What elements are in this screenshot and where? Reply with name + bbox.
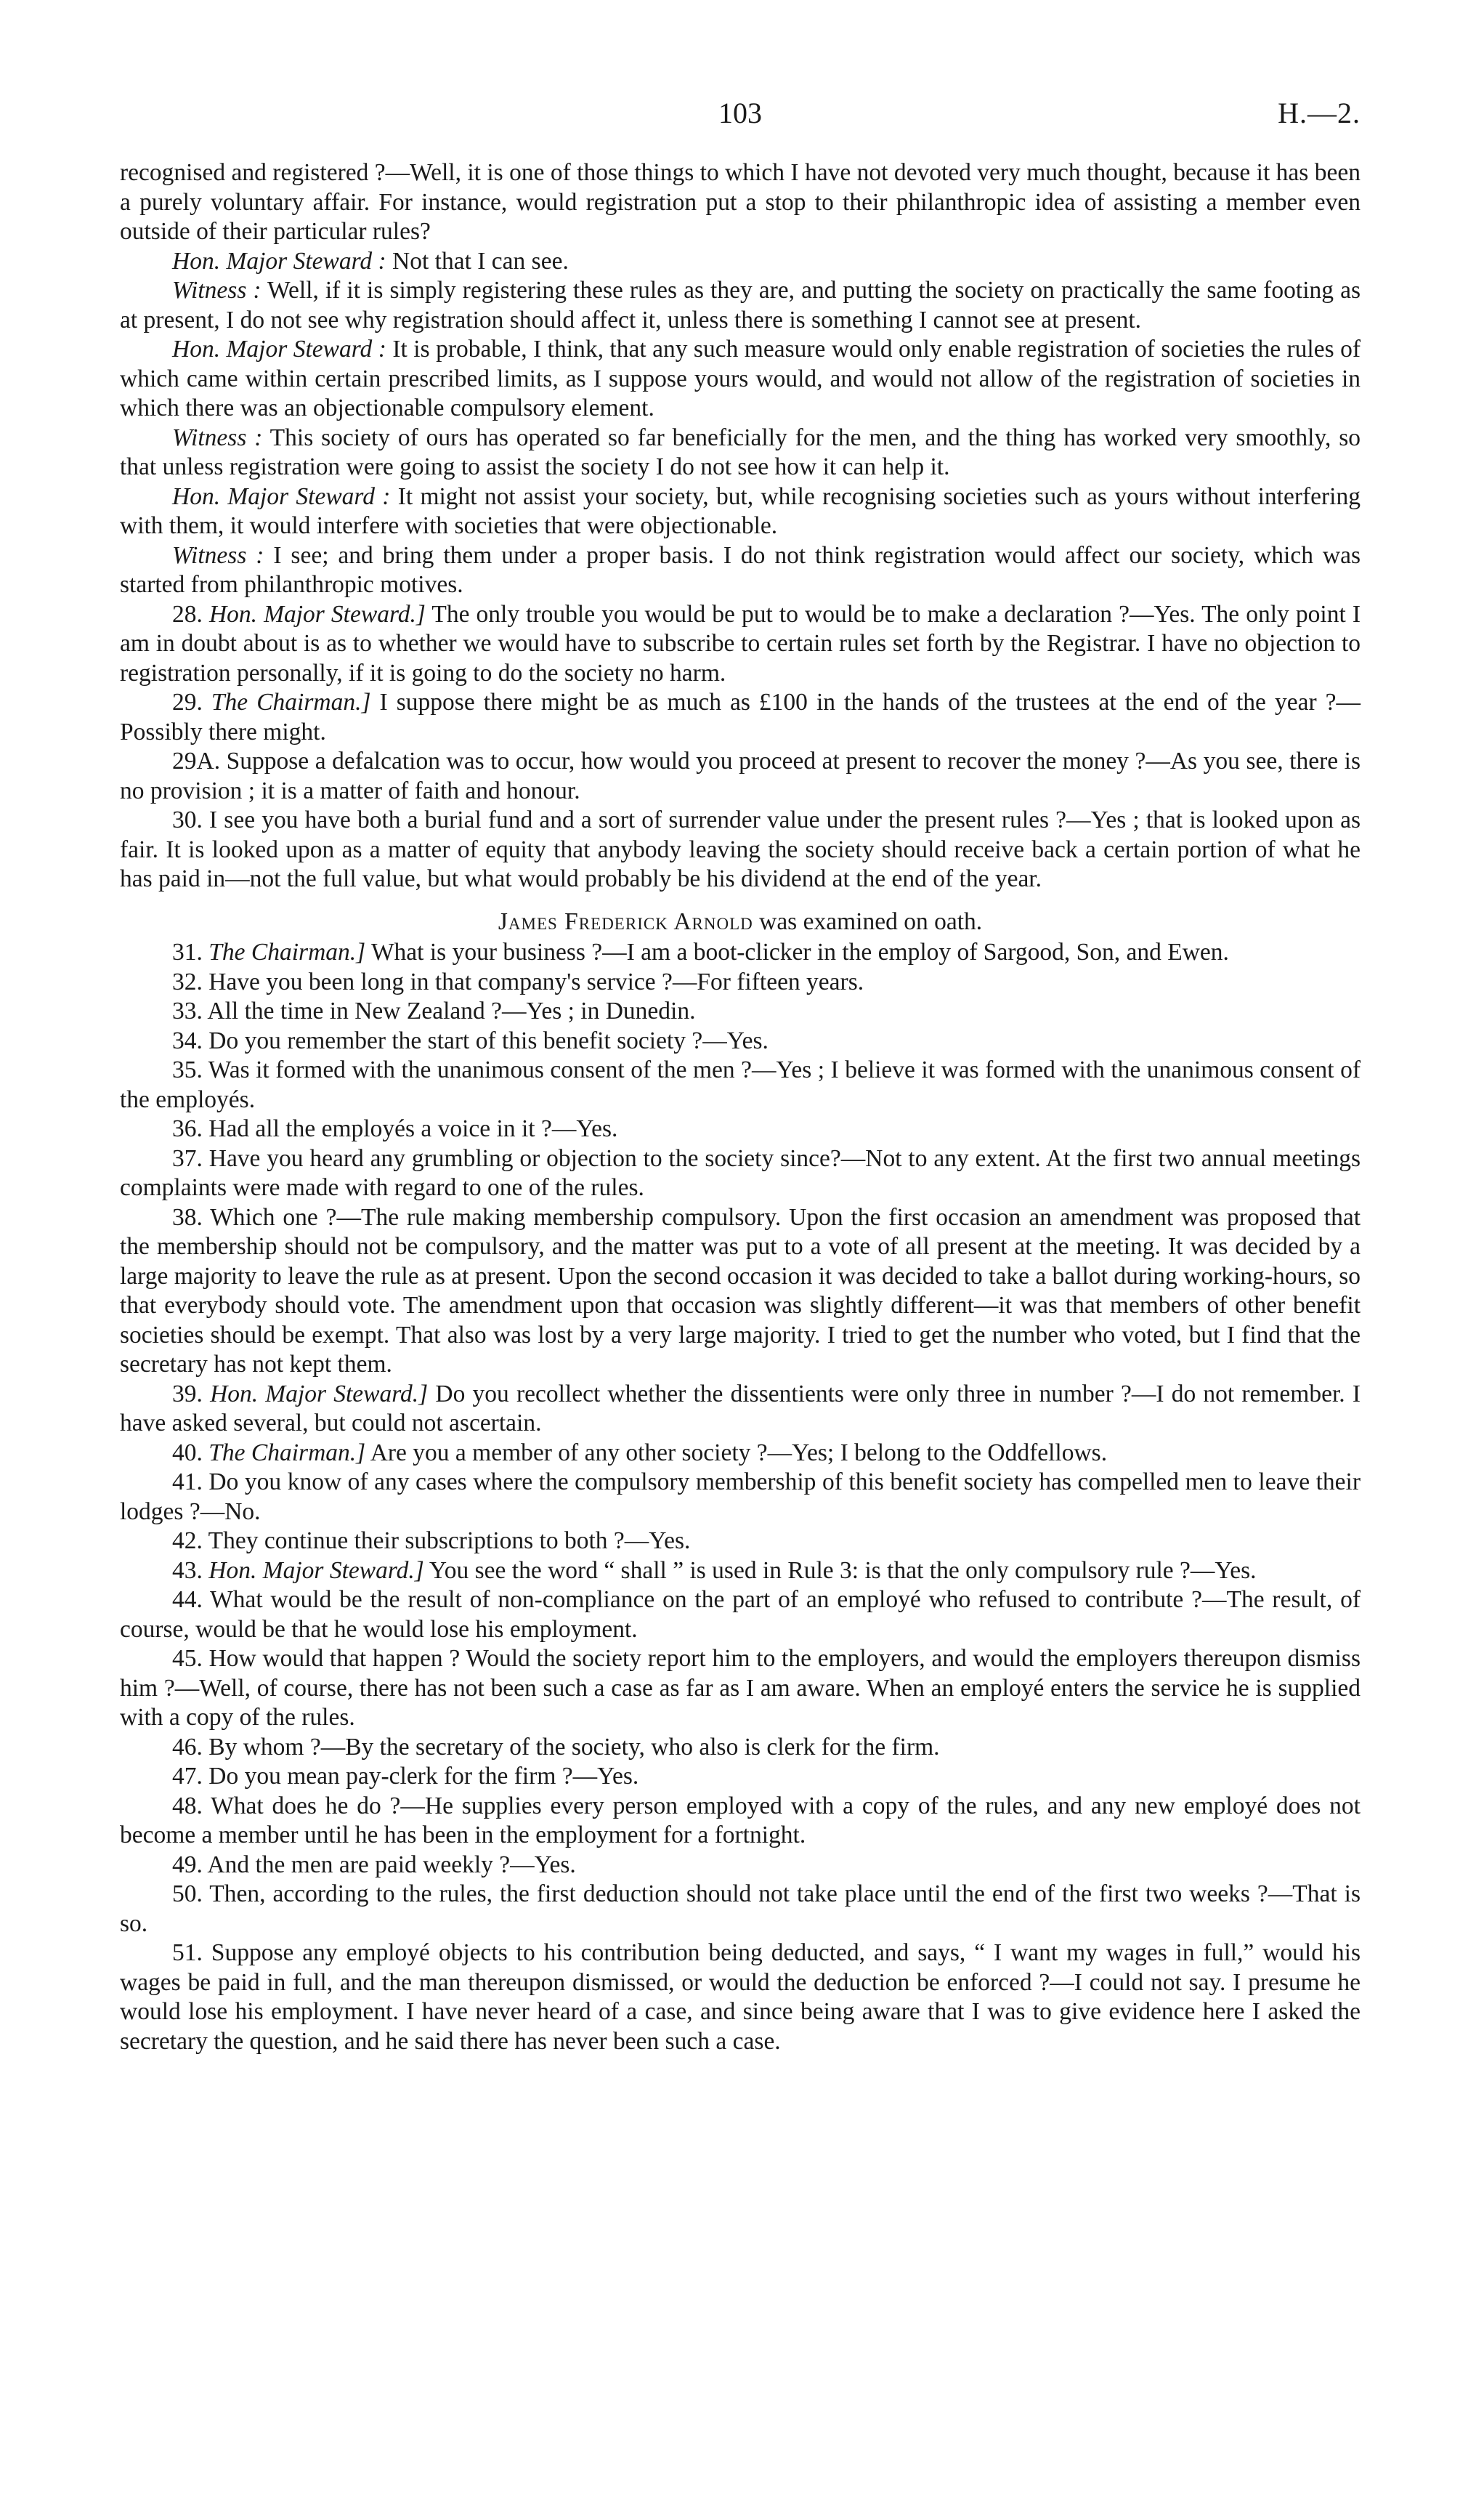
question-text: All the time in New Zealand ?—Yes ; in Dunedin.: [207, 998, 696, 1024]
question-number: 32.: [172, 968, 203, 995]
question-text: They continue their subscriptions to both ?—Yes.: [208, 1527, 691, 1554]
question-number: 43.: [172, 1556, 203, 1584]
dialogue-paragraph: [120, 276, 1361, 335]
question-number: 41.: [172, 1468, 203, 1495]
speaker: Hon. Major Steward :: [172, 336, 386, 363]
question-text: Do you mean pay-clerk for the firm ?—Yes.: [208, 1763, 639, 1790]
question-paragraph: [120, 1468, 1361, 1527]
question-paragraph: [120, 1585, 1361, 1644]
speaker: Hon. Major Steward :: [172, 247, 386, 275]
question-paragraph: [120, 968, 1361, 998]
question-text: You see the word “ shall ” is used in Rule 3: is that the only compulsory rule ?—Yes.: [423, 1556, 1257, 1584]
question-paragraph: [120, 1380, 1361, 1439]
questions-section-b: [120, 938, 1361, 2056]
question-number: 31.: [172, 939, 203, 966]
statement: I see; and bring them under a proper basis. I do not think registration would affect our society, which was started from philanthropic motives.: [120, 541, 1361, 598]
question-number: 39.: [172, 1380, 203, 1407]
question-number: 40.: [172, 1439, 203, 1466]
dialogue-paragraph: [120, 482, 1361, 541]
questions-section-a: [120, 600, 1361, 894]
opening-paragraph: recognised and registered ?—Well, it is one of those things to which I have not devoted very much thought, because it has been a purely voluntary affair. For instance, would registration put a stop to their philanthropic idea of assisting a member even outside of their particular rules?: [120, 159, 1361, 245]
question-paragraph: [120, 1851, 1361, 1880]
question-number: 49.: [172, 1851, 203, 1878]
question-number: 34.: [172, 1027, 203, 1054]
speaker: Hon. Major Steward.]: [208, 1556, 424, 1584]
question-text: Which one ?—The rule making membership compulsory. Upon the first occasion an amendment was proposed that the membership should not be compulsory, and the matter was put to a vote of all present at the meeting. It was decided by a large majority to leave the rule as at present. Upon the second occasion it was decided to take a ballot during working-hours, so that everybody should vote. The amendment upon that occasion was slightly different—it was that members of other benefit societies should be exempt. That also was lost by a very large majority. I tried to get the number who voted, but I find that the secretary has not kept them.: [120, 1203, 1361, 1378]
question-number: 42.: [172, 1527, 203, 1554]
question-paragraph: [120, 1762, 1361, 1792]
question-number: 37.: [172, 1144, 203, 1172]
question-text: Have you been long in that company's service ?—For fifteen years.: [208, 968, 864, 995]
question-paragraph: [120, 1792, 1361, 1851]
dialogue-paragraph: [120, 541, 1361, 600]
speaker: Hon. Major Steward.]: [208, 600, 426, 628]
question-text: Then, according to the rules, the first deduction should not take place until the end of the first two weeks ?—That is so.: [120, 1880, 1361, 1937]
question-paragraph: [120, 1644, 1361, 1733]
question-paragraph: [120, 806, 1361, 894]
question-number: 29A.: [172, 748, 221, 775]
statement: It might not assist your society, but, while recognising societies such as yours without interfering with them, it would interfere with societies that were objectionable.: [120, 482, 1361, 539]
question-paragraph: [120, 688, 1361, 747]
question-text: Do you remember the start of this benefit society ?—Yes.: [208, 1027, 769, 1054]
question-number: 50.: [172, 1880, 203, 1907]
question-text: What does he do ?—He supplies every person employed with a copy of the rules, and any new employé does not become a member until he has been in the employment for a fortnight.: [120, 1792, 1361, 1848]
dialogue-section: [120, 247, 1361, 600]
speaker: Witness :: [172, 277, 261, 304]
question-text: Are you a member of any other society ?—Yes; I belong to the Oddfellows.: [365, 1439, 1108, 1466]
statement: It is probable, I think, that any such measure would only enable registration of societies the rules of which came within certain prescribed limits, as I suppose yours would, and would not allow of the registration of societies in which there was an objectionable compulsory element.: [120, 336, 1361, 421]
speaker: The Chairman.]: [208, 1439, 366, 1466]
question-number: 47.: [172, 1763, 203, 1790]
question-text: And the men are paid weekly ?—Yes.: [207, 1851, 576, 1878]
question-text: I suppose there might be as much as £100 in the hands of the trustees at the end of the year ?—Possibly there might.: [120, 689, 1361, 745]
question-paragraph: [120, 1115, 1361, 1144]
speaker: Hon. Major Steward :: [172, 482, 391, 510]
question-text: By whom ?—By the secretary of the society, who also is clerk for the firm.: [208, 1733, 940, 1761]
question-paragraph: [120, 1203, 1361, 1380]
speaker: Witness :: [172, 424, 263, 451]
question-paragraph: [120, 1880, 1361, 1939]
speaker: Witness :: [172, 541, 264, 569]
question-paragraph: [120, 938, 1361, 968]
speaker: Hon. Major Steward.]: [210, 1380, 429, 1407]
question-number: 48.: [172, 1792, 203, 1819]
question-text: How would that happen ? Would the society report him to the employers, and would the employers thereupon dismiss him ?—Well, of course, there has not been such a case as far as I am aware. When an employé enters the service he is supplied with a copy of the rules.: [120, 1645, 1361, 1731]
question-paragraph: [120, 1939, 1361, 2056]
question-paragraph: [120, 1027, 1361, 1056]
document-reference: H.—2.: [1278, 97, 1361, 129]
question-text: Do you know of any cases where the compulsory membership of this benefit society has compelled men to leave their lodges ?—No.: [120, 1468, 1361, 1525]
question-paragraph: [120, 1733, 1361, 1763]
statement: Not that I can see.: [386, 247, 569, 275]
witness-name: James Frederick Arnold: [498, 908, 753, 935]
question-paragraph: [120, 1056, 1361, 1115]
question-paragraph: [120, 1527, 1361, 1556]
question-text: Had all the employés a voice in it ?—Yes.: [208, 1115, 618, 1142]
dialogue-paragraph: [120, 424, 1361, 482]
question-number: 51.: [172, 1939, 203, 1966]
question-text: The only trouble you would be put to would be to make a declaration ?—Yes. The only point I am in doubt about is as to whether we would have to subscribe to certain rules set forth by the Registrar. I have no objection to registration personally, if it is going to do the society no harm.: [120, 600, 1361, 687]
question-number: 36.: [172, 1115, 203, 1142]
question-paragraph: [120, 1144, 1361, 1203]
question-text: Suppose any employé objects to his contribution being deducted, and says, “ I want my wages in full,” would his wages be paid in full, and the man thereupon dismissed, or would the deduction be enforced ?—I could not say. I presume he would lose his employment. I have never heard of a case, and since being aware that I was to give evidence here I asked the secretary the question, and he said there has never been such a case.: [120, 1939, 1361, 2055]
statement: Well, if it is simply registering these rules as they are, and putting the society on practically the same footing as at present, I do not see why registration should affect it, unless there is something I cannot see at present.: [120, 277, 1361, 334]
witness-heading: [120, 908, 1361, 937]
question-paragraph: [120, 1439, 1361, 1468]
question-number: 28.: [172, 600, 203, 628]
question-number: 29.: [172, 689, 203, 716]
question-text: What is your business ?—I am a boot-clicker in the employ of Sargood, Son, and Ewen.: [365, 939, 1229, 966]
witness-heading-suffix: was examined on oath.: [753, 908, 983, 935]
page-header: [120, 92, 1361, 135]
speaker: The Chairman.]: [208, 939, 366, 966]
question-number: 44.: [172, 1586, 203, 1613]
question-text: Was it formed with the unanimous consent of the men ?—Yes ; I believe it was formed with the unanimous consent of the employés.: [120, 1056, 1361, 1113]
question-text: Do you recollect whether the dissentients were only three in number ?—I do not remember. I have asked several, but could not ascertain.: [120, 1380, 1361, 1436]
question-number: 38.: [172, 1203, 203, 1231]
page-number: 103: [718, 97, 762, 129]
question-number: 35.: [172, 1056, 203, 1083]
speaker: The Chairman.]: [211, 689, 371, 716]
question-number: 30.: [172, 807, 203, 833]
question-number: 33.: [172, 998, 203, 1024]
question-text: Suppose a defalcation was to occur, how would you proceed at present to recover the money ?—As you see, there is no provision ; it is a matter of faith and honour.: [120, 748, 1361, 804]
dialogue-paragraph: [120, 335, 1361, 424]
question-number: 46.: [172, 1733, 203, 1761]
question-paragraph: [120, 600, 1361, 689]
question-text: What would be the result of non-compliance on the part of an employé who refused to contribute ?—The result, of course, would be that he would lose his employment.: [120, 1586, 1361, 1643]
question-paragraph: [120, 747, 1361, 806]
question-paragraph: [120, 1556, 1361, 1586]
question-number: 45.: [172, 1645, 203, 1672]
question-paragraph: [120, 997, 1361, 1027]
question-text: Have you heard any grumbling or objection to the society since?—Not to any extent. At the first two annual meetings complaints were made with regard to one of the rules.: [120, 1144, 1361, 1201]
page-body: [120, 158, 1361, 2056]
statement: This society of ours has operated so far beneficially for the men, and the thing has worked very smoothly, so that unless registration were going to assist the society I do not see how it can help it.: [120, 424, 1361, 480]
dialogue-paragraph: [120, 247, 1361, 277]
question-text: I see you have both a burial fund and a sort of surrender value under the present rules ?—Yes ; that is looked upon as fair. It is looked upon as a matter of equity that anybody leaving the society should receive back a certain portion of what he has paid in—not the full value, but what would probably be his dividend at the end of the year.: [120, 807, 1361, 892]
